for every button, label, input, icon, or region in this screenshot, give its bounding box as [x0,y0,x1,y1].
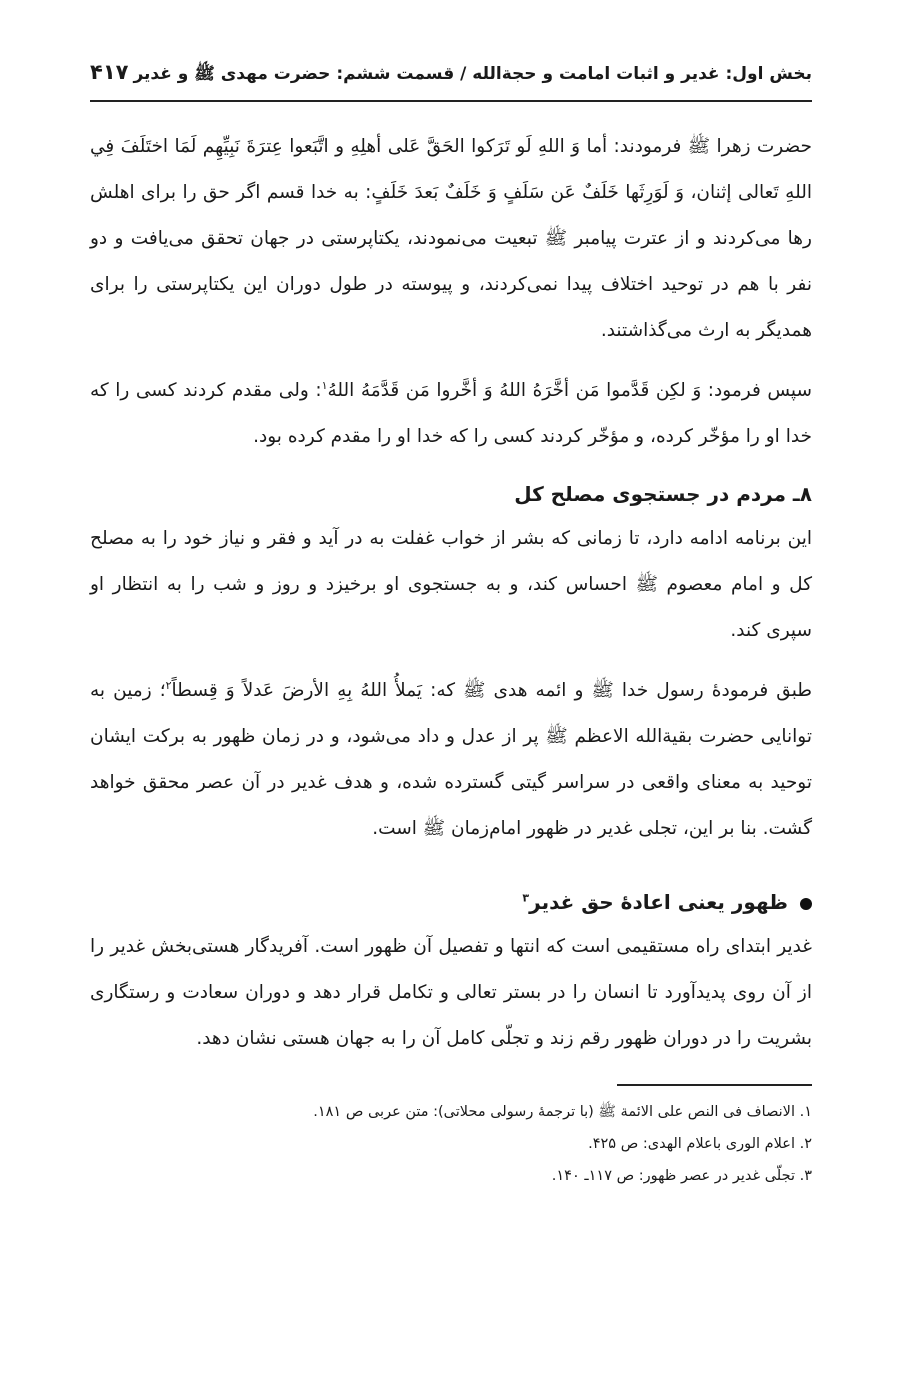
paragraph-text: : ولی مقدم کردند کسی را که خدا او را مؤخّر کرده، و مؤخّر کردند کسی را که خدا او را مقدم کرده بود. [90,380,812,447]
footnote-ref-3: ۳ [522,891,530,905]
footnote-1: ۱. الانصاف فی النص علی الائمة ﷺ (با ترجمۀ رسولی محلاتی): متن عربی ص ۱۸۱. [313,1104,812,1120]
paragraph-text: ؛ زمین به توانایی حضرت بقیةالله الاعظم ﷺ پر از عدل و داد می‌شود، و در زمان ظهور به برکت ایشان توحید به معنای واقعی در سراسر گیتی گسترده شده، و هدف غدیر در آن عصر محقق خواهد گشت. بنا بر این، تجلی غدیر در ظهور امام‌زمان ﷺ است. [90,680,812,839]
paragraph-savior-search: این برنامه ادامه دارد، تا زمانی که بشر از خواب غفلت به در آید و فقر و نیاز خود را به مصلح کل و امام معصوم ﷺ احساس کند، و به جستجوی او برخیزد و روز و شب را به انتظار او سپری کند. [90,528,812,641]
paragraph-text: سپس فرمود: وَ لکِن قَدَّموا مَن أخَّرَهُ اللهُ وَ أخَّروا مَن قَدَّمَهُ اللهُ [327,380,812,401]
paragraph-ghadir-path: غدیر ابتدای راه مستقیمی است که انتها و تفصیل آن ظهور است. آفریدگار هستی‌بخش غدیر را از آن روی پدیدآورد تا انسان را در بستر تعالی و تکامل قرار دهد و دوران سعادت و رستگاری بشریت را در دوران ظهور رقم زند و تجلّی کامل آن را به جهان هستی نشان دهد. [90,936,812,1049]
page-number: ۴۱۷ [90,60,129,84]
footnote-separator [617,1084,812,1086]
footnote-ref-2: ۲ [165,678,172,692]
footnote-3: ۳. تجلّی غدیر در عصر ظهور: ص ۱۱۷ـ ۱۴۰. [551,1168,812,1184]
book-page [90,60,812,1192]
bullet-heading-text: ظهور یعنی اعادۀ حق غدیر [529,890,788,914]
footnote-2: ۲. اعلام الوری باعلام الهدی: ص ۴۲۵. [588,1136,812,1152]
running-header [90,60,812,102]
bullet-heading [90,882,812,922]
section-heading-8: ۸ـ مردم در جستجوی مصلح کل [514,482,812,506]
footnote-ref-1: ۱ [321,378,328,392]
paragraph-text: طبق فرمودۀ رسول خدا ﷺ و ائمه هدی ﷺ که: یَملأُ اللهُ بِهِ الأرضَ عَدلاً وَ قِسطاً [171,680,813,701]
page-body [90,124,812,1192]
paragraph-zahra-quote: حضرت زهرا ﷺ فرمودند: أما وَ اللهِ لَو تَرَکوا الحَقَّ عَلی أهلِهِ و اتَّبَعوا عِترَةَ نَبِيِّهِم لَمَا اختَلَفَ فِي اللهِ تَعالی إثنان، وَ لَوَرِثَها خَلَفٌ عَن سَلَفٍ وَ خَلَفٌ بَعدَ خَلَفٍ: به خدا قسم اگر حق را برای اهلش رها می‌کردند و از عترت پیامبر ﷺ تبعیت می‌نمودند، یکتاپرستی در جهان تحقق می‌یافت و دو نفر با هم در توحید اختلاف پیدا نمی‌کردند، و پیوسته در طول دوران این یکتاپرستی را برای همدیگر به ارث می‌گذاشتند. [90,136,812,341]
paragraph-justice [90,668,812,852]
running-title: بخش اول: غدیر و اثبات امامت و حجةالله / قسمت ششم: حضرت مهدی ﷺ و غدیر [133,64,812,84]
bullet-dot-icon [800,898,812,910]
paragraph-prophet-saying [90,368,812,460]
